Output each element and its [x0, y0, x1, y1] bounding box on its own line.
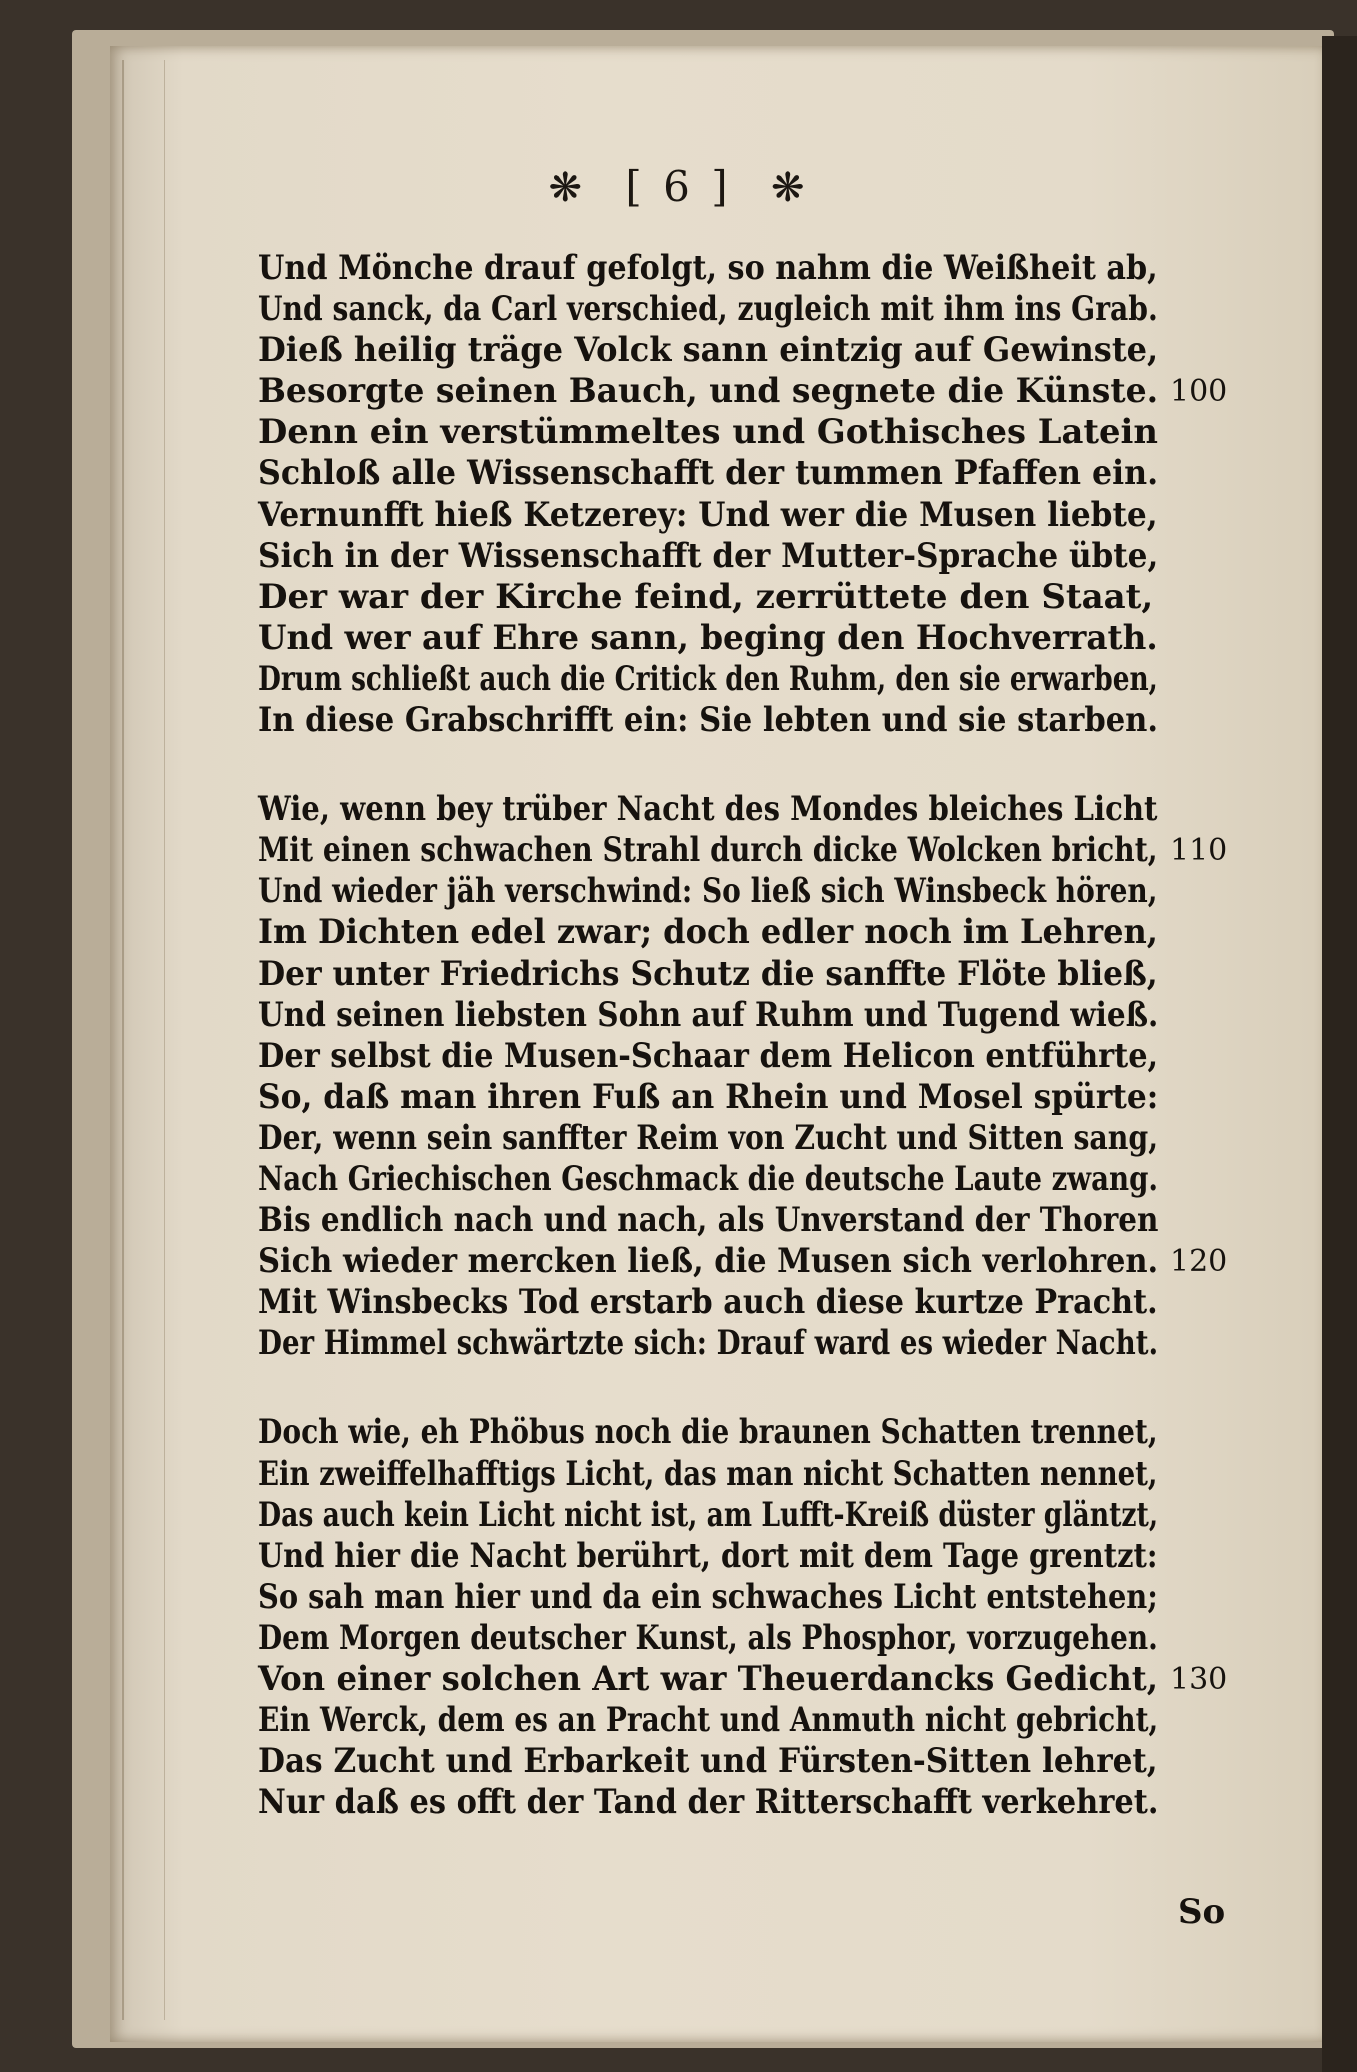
verse-text: Und wer auf Ehre sann, beging den Hochverrath. — [258, 617, 1158, 658]
verse-text: Ein Werck, dem es an Pracht und Anmuth nicht gebricht, — [258, 1700, 1159, 1741]
verse-text: Sich wieder mercken ließ, die Musen sich verlohren. — [258, 1241, 1159, 1282]
verse-text: Denn ein verstümmeltes und Gothisches Latein — [258, 412, 1158, 453]
verse-line — [258, 1741, 1258, 1782]
verse-text: Dieß heilig träge Volck sann eintzig auf Gewinste, — [258, 330, 1159, 371]
verse-line — [258, 1036, 1258, 1077]
line-number: 130 — [1170, 1662, 1228, 1697]
verse-line — [258, 1577, 1258, 1618]
binding-edge — [1322, 36, 1357, 2072]
verse-text: Drum schließt auch die Critick den Ruhm, den sie erwarben, — [258, 658, 1158, 699]
stanza — [258, 1412, 1258, 1823]
verse-line — [258, 954, 1258, 995]
verse-text: Doch wie, eh Phöbus noch die braunen Schatten trennet, — [258, 1412, 1158, 1453]
verse-line — [258, 453, 1258, 494]
stanza — [258, 789, 1258, 1364]
verse-line — [258, 1241, 1258, 1282]
verse-text: Im Dichten edel zwar; doch edler noch im Lehren, — [258, 912, 1158, 953]
verse-line — [258, 1536, 1258, 1577]
line-number: 110 — [1170, 833, 1228, 869]
poem-body — [258, 248, 1258, 1823]
line-number: 100 — [1170, 374, 1228, 410]
verse-line — [258, 871, 1258, 912]
verse-text: Der, wenn sein sanffter Reim von Zucht und Sitten sang, — [258, 1117, 1159, 1158]
verse-line — [258, 248, 1258, 289]
page-number: [ 6 ] — [625, 162, 732, 211]
verse-line — [258, 330, 1258, 371]
verse-line — [258, 995, 1258, 1036]
verse-text: Und sanck, da Carl verschied, zugleich mit ihm ins Grab. — [258, 289, 1158, 330]
verse-line — [258, 1159, 1258, 1200]
verse-text: Nach Griechischen Geschmack die deutsche Laute zwang. — [258, 1158, 1159, 1199]
verse-text: Mit einen schwachen Strahl durch dicke Wolcken bricht, — [258, 830, 1158, 871]
page-header — [0, 162, 1357, 211]
verse-line — [258, 700, 1258, 741]
verse-line — [258, 1700, 1258, 1741]
verse-text: Sich in der Wissenschafft der Mutter-Sprache übte, — [258, 535, 1159, 576]
verse-line — [258, 618, 1258, 659]
verse-line — [258, 789, 1258, 830]
verse-text: Mit Winsbecks Tod erstarb auch diese kurtze Pracht. — [258, 1282, 1158, 1323]
verse-text: Und hier die Nacht berührt, dort mit dem Tage grentzt: — [258, 1535, 1158, 1576]
stanza — [258, 248, 1258, 741]
verse-line — [258, 1282, 1258, 1323]
verse-line — [258, 577, 1258, 618]
verse-line — [258, 659, 1258, 700]
verse-text: Ein zweiffelhafftigs Licht, das man nicht Schatten nennet, — [258, 1453, 1158, 1494]
verse-text: Bis endlich nach und nach, als Unverstand der Thoren — [258, 1200, 1159, 1241]
verse-text: Der unter Friedrichs Schutz die sanffte Flöte bließ, — [258, 953, 1158, 994]
ornament-right-icon: ❋ — [770, 165, 809, 211]
verse-line — [258, 1618, 1258, 1659]
verse-text: Dem Morgen deutscher Kunst, als Phosphor, vorzugehen. — [258, 1617, 1158, 1658]
verse-text: So sah man hier und da ein schwaches Licht entstehen; — [258, 1576, 1158, 1617]
verse-line — [258, 1659, 1258, 1700]
catchword: So — [1178, 1892, 1226, 1932]
line-number: 120 — [1170, 1244, 1228, 1280]
verse-line — [258, 1200, 1258, 1241]
verse-text: Das Zucht und Erbarkeit und Fürsten-Sitten lehret, — [258, 1741, 1158, 1782]
verse-line — [258, 1323, 1258, 1364]
verse-text: Der war der Kirche feind, zerrüttete den Staat, — [258, 576, 1154, 617]
verse-line — [258, 1495, 1258, 1536]
verse-line — [258, 1118, 1258, 1159]
verse-text: Von einer solchen Art war Theuerdancks Gedicht, — [258, 1659, 1159, 1699]
verse-line — [258, 289, 1258, 330]
verse-text: Und seinen liebsten Sohn auf Ruhm und Tugend wieß. — [258, 994, 1159, 1035]
verse-text: Der Himmel schwärtzte sich: Drauf ward es wieder Nacht. — [258, 1323, 1159, 1364]
verse-line — [258, 412, 1258, 453]
verse-line — [258, 1782, 1258, 1823]
verse-line — [258, 1454, 1258, 1495]
verse-text: Besorgte seinen Bauch, und segnete die Künste. — [258, 371, 1159, 412]
verse-line — [258, 536, 1258, 577]
verse-text: Und wieder jäh verschwind: So ließ sich Winsbeck hören, — [258, 871, 1158, 912]
verse-line — [258, 830, 1258, 871]
verse-text: Der selbst die Musen-Schaar dem Helicon entführte, — [258, 1035, 1159, 1076]
verse-text: Nur daß es offt der Tand der Ritterschafft verkehret. — [258, 1782, 1159, 1823]
verse-text: Wie, wenn bey trüber Nacht des Mondes bleiches Licht — [258, 789, 1158, 830]
verse-line — [258, 371, 1258, 412]
verse-text: In diese Grabschrifft ein: Sie lebten und sie starben. — [258, 700, 1159, 741]
ornament-left-icon: ❋ — [548, 165, 587, 211]
verse-line — [258, 495, 1258, 536]
verse-text: Und Mönche drauf gefolgt, so nahm die Weißheit ab, — [258, 248, 1158, 288]
verse-line — [258, 1412, 1258, 1453]
verse-text: So, daß man ihren Fuß an Rhein und Mosel spürte: — [258, 1076, 1159, 1117]
verse-line — [258, 1077, 1258, 1118]
verse-text: Schloß alle Wissenschafft der tummen Pfaffen ein. — [258, 453, 1159, 494]
verse-line — [258, 912, 1258, 953]
verse-text: Vernunfft hieß Ketzerey: Und wer die Musen liebte, — [258, 494, 1158, 535]
verse-text: Das auch kein Licht nicht ist, am Lufft-Kreiß düster gläntzt, — [258, 1494, 1159, 1535]
gutter-lines — [122, 60, 165, 2020]
